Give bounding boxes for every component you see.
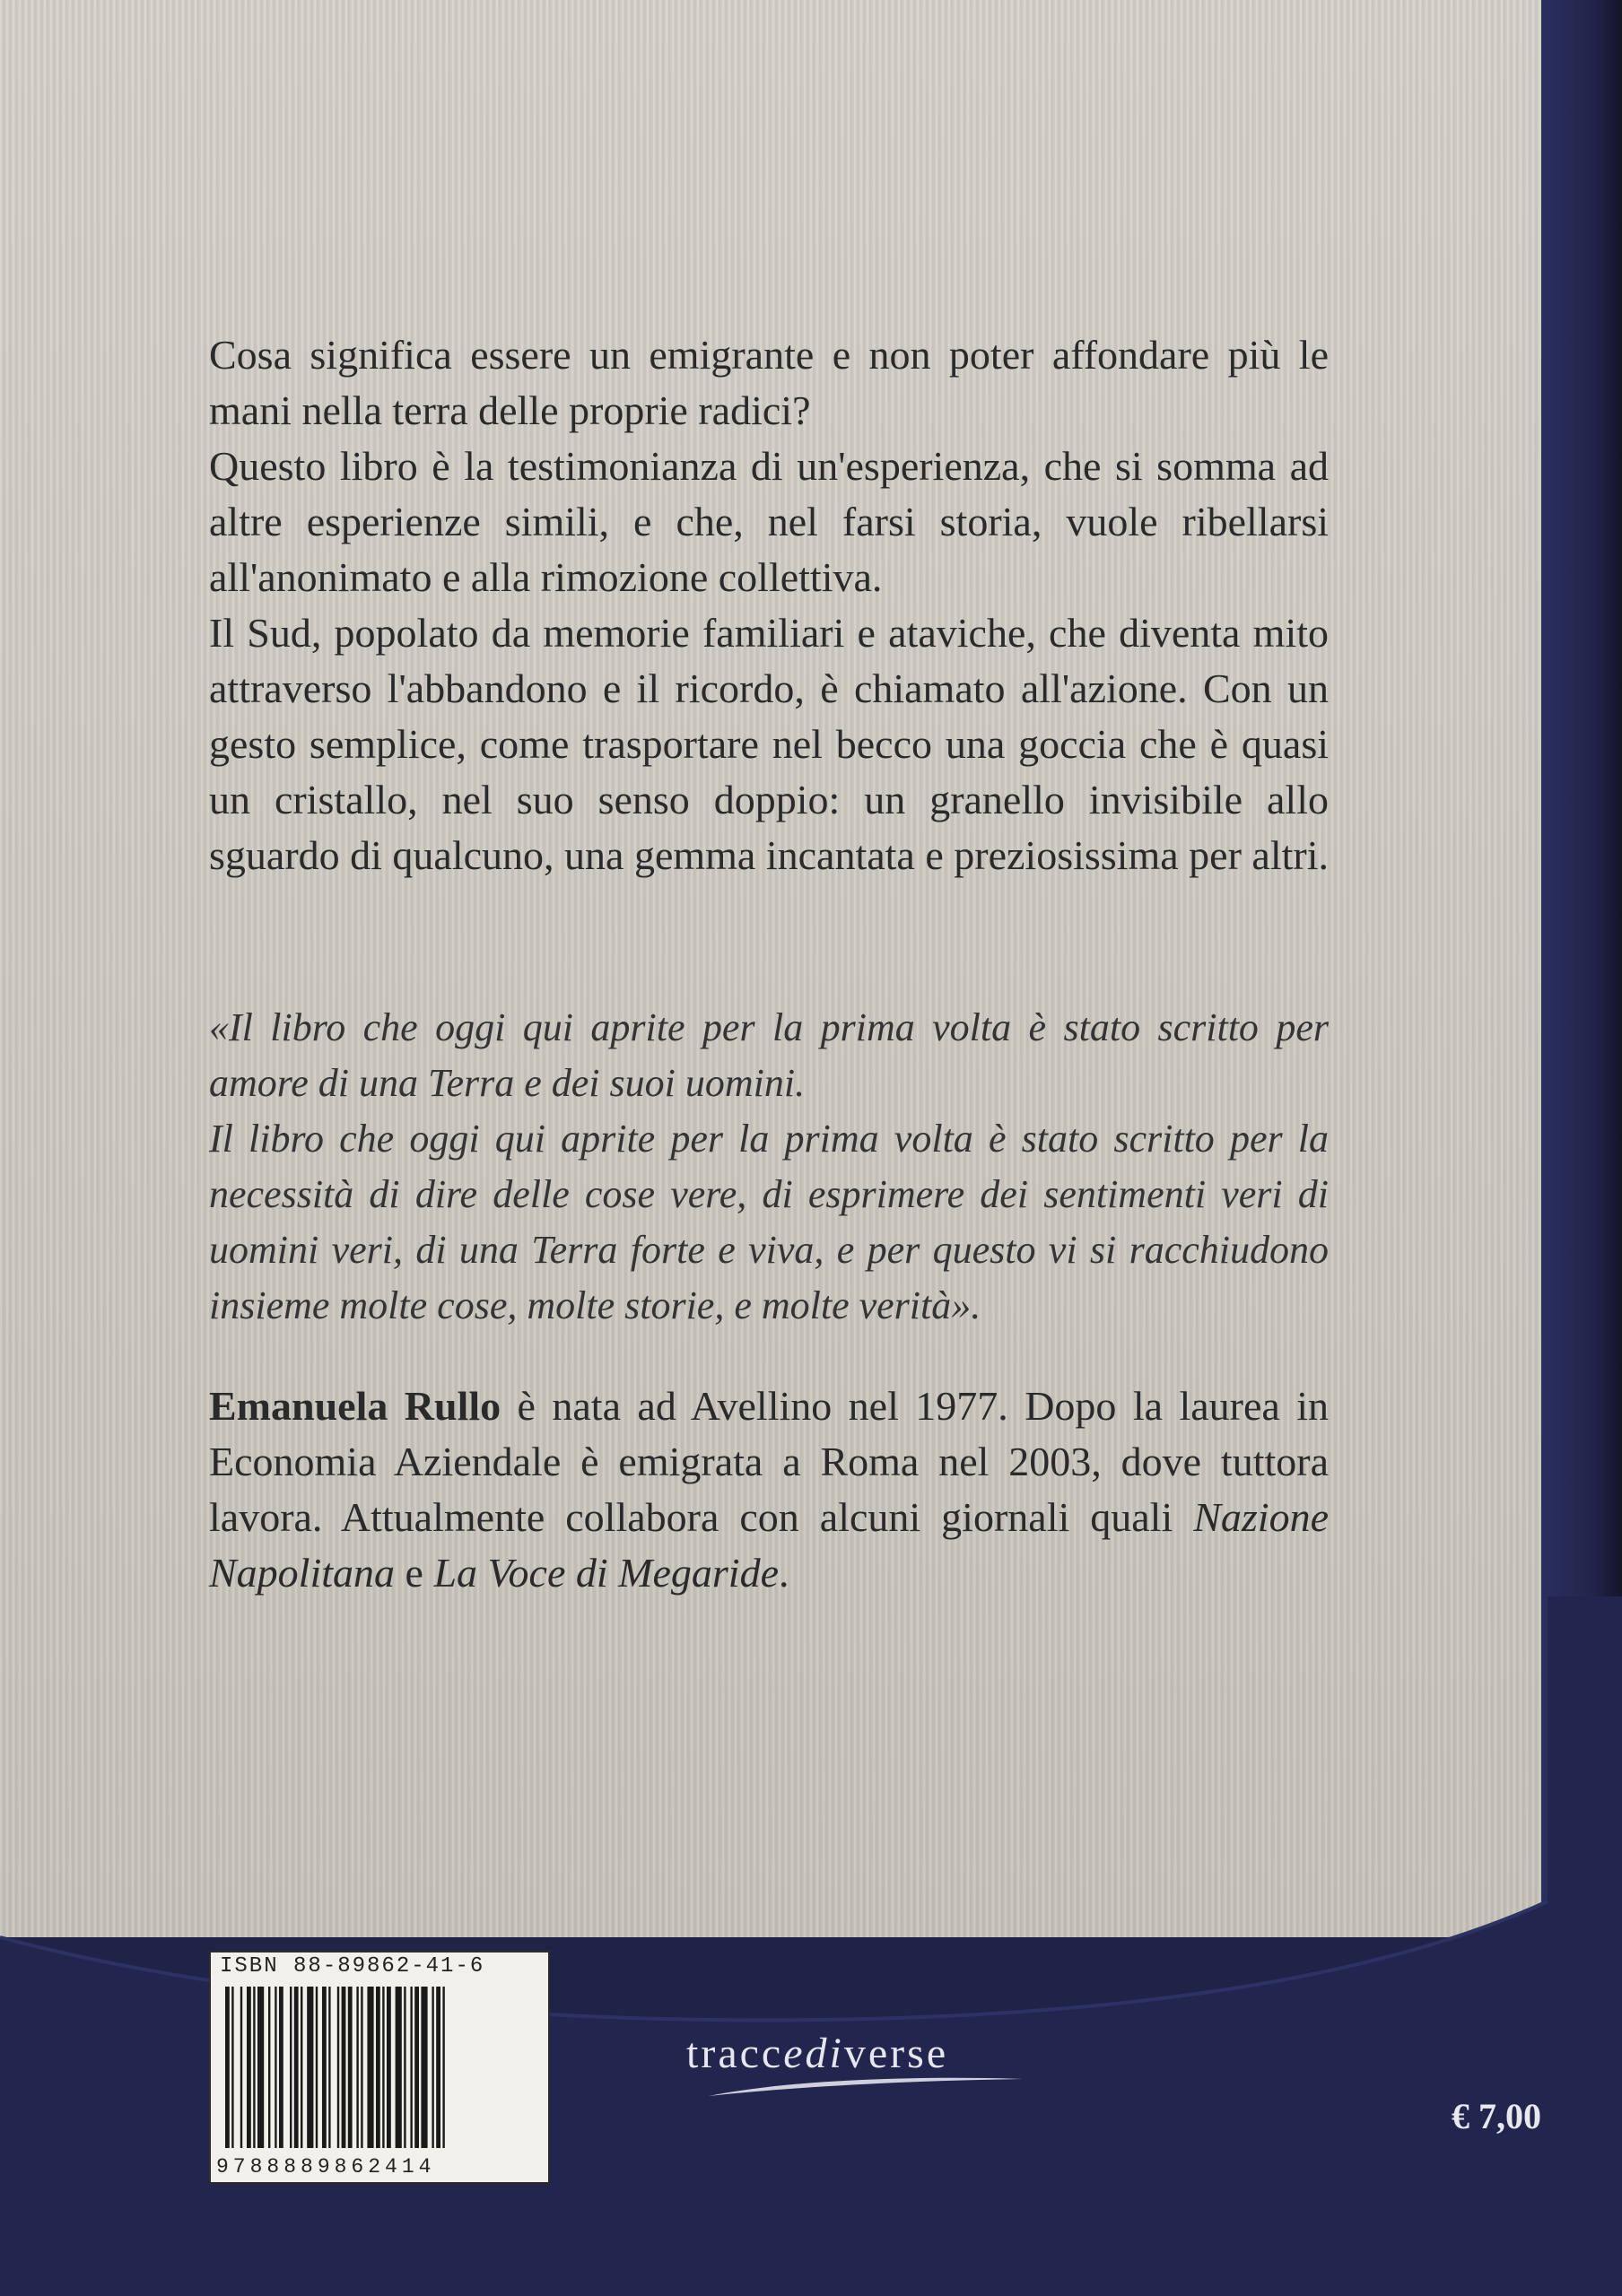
barcode-bar bbox=[361, 1987, 362, 2148]
barcode-bar bbox=[367, 1987, 373, 2148]
barcode-bar bbox=[316, 1987, 318, 2148]
barcode-bars bbox=[225, 1987, 535, 2148]
quote-paragraph: Il libro che oggi qui aprite per la prima volta è stato scritto per la necessità di dire delle cose vere, di esprimere dei sentimenti veri di uomini veri, di una Terra forte e viva, e per questo vi si racchiudono insieme molte cose, molte storie, e molte verità». bbox=[209, 1117, 1329, 1327]
price-label: € 7,00 bbox=[1452, 2096, 1541, 2136]
quote-text bbox=[209, 1000, 1329, 1334]
barcode-bar bbox=[356, 1987, 358, 2148]
barcode-bar bbox=[290, 1987, 292, 2148]
barcode-bar bbox=[253, 1987, 255, 2148]
barcode-bar bbox=[442, 1987, 444, 2148]
barcode-bar bbox=[376, 1987, 380, 2148]
barcode-bar bbox=[414, 1987, 419, 2148]
publisher-name-part: edi bbox=[783, 2030, 844, 2077]
barcode-bar bbox=[342, 1987, 346, 2148]
intro-paragraph: Il Sud, popolato da memorie familiari e ataviche, che diventa mito attraverso l'abbandono e il ricordo, è chiamato all'azione. Con un gesto semplice, come trasportare nel becco una goccia che è quasi un cristallo, nel suo senso doppio: un granello invisibile allo sguardo di qualcuno, una gemma incantata e preziosissima per altri. bbox=[209, 610, 1329, 878]
intro-paragraph: Questo libro è la testimonianza di un'esperienza, che si somma ad altre esperienze simili, e che, nel farsi storia, vuole ribellarsi all'anonimato e alla rimozione collettiva. bbox=[209, 443, 1329, 600]
author-bio-connector: e bbox=[395, 1550, 434, 1596]
barcode-bar bbox=[322, 1987, 327, 2148]
swoosh-icon bbox=[704, 2074, 1027, 2100]
quote-paragraph: «Il libro che oggi qui aprite per la prima volta è stato scritto per amore di una Terra e dei suoi uomini. bbox=[209, 1005, 1329, 1105]
isbn-barcode bbox=[209, 1951, 550, 2184]
barcode-bar bbox=[247, 1987, 251, 2148]
publisher-name-part: tracc bbox=[686, 2030, 784, 2077]
barcode-bar bbox=[382, 1987, 384, 2148]
newspaper-title: La Voce di Megaride bbox=[433, 1550, 779, 1596]
ean-number: 9788889862414 bbox=[216, 2155, 436, 2179]
newspaper-title: Nazione Napolitana bbox=[209, 1494, 1329, 1596]
barcode-bar bbox=[268, 1987, 270, 2148]
isbn-label: ISBN 88-89862-41-6 bbox=[220, 1954, 485, 1979]
author-bio-end: . bbox=[778, 1550, 789, 1596]
publisher-logo bbox=[686, 2029, 1045, 2109]
barcode-bar bbox=[231, 1987, 233, 2148]
barcode-bar bbox=[328, 1987, 330, 2148]
barcode-bar bbox=[404, 1987, 406, 2148]
barcode-bar bbox=[421, 1987, 427, 2148]
author-bio-paragraph bbox=[209, 1378, 1329, 1601]
author-bio bbox=[209, 1378, 1329, 1601]
blue-curve-band bbox=[0, 1596, 1622, 2296]
barcode-bar bbox=[387, 1987, 391, 2148]
intro-text bbox=[209, 327, 1329, 883]
barcode-bar bbox=[225, 1987, 230, 2148]
publisher-name-part: verse bbox=[843, 2030, 949, 2077]
barcode-bar bbox=[307, 1987, 313, 2148]
author-bio-text: è nata ad Avellino nel 1977. Dopo la laurea in Economia Aziendale è emigrata a Roma nel 2003, dove tuttora lavora. Attualmente collabora con alcuni giornali quali bbox=[209, 1383, 1329, 1540]
publisher-name bbox=[686, 2029, 948, 2078]
barcode-bar bbox=[294, 1987, 299, 2148]
barcode-bar bbox=[240, 1987, 242, 2148]
barcode-bar bbox=[275, 1987, 276, 2148]
barcode-bar bbox=[396, 1987, 402, 2148]
barcode-bar bbox=[432, 1987, 433, 2148]
barcode-bar bbox=[436, 1987, 440, 2148]
barcode-bar bbox=[279, 1987, 283, 2148]
author-name: Emanuela Rullo bbox=[209, 1383, 501, 1429]
barcode-bar bbox=[410, 1987, 412, 2148]
intro-paragraph: Cosa significa essere un emigrante e non poter affondare più le mani nella terra delle proprie radici? bbox=[209, 332, 1329, 433]
barcode-bar bbox=[257, 1987, 264, 2148]
barcode-bar bbox=[337, 1987, 339, 2148]
barcode-bar bbox=[348, 1987, 353, 2148]
barcode-bar bbox=[301, 1987, 302, 2148]
